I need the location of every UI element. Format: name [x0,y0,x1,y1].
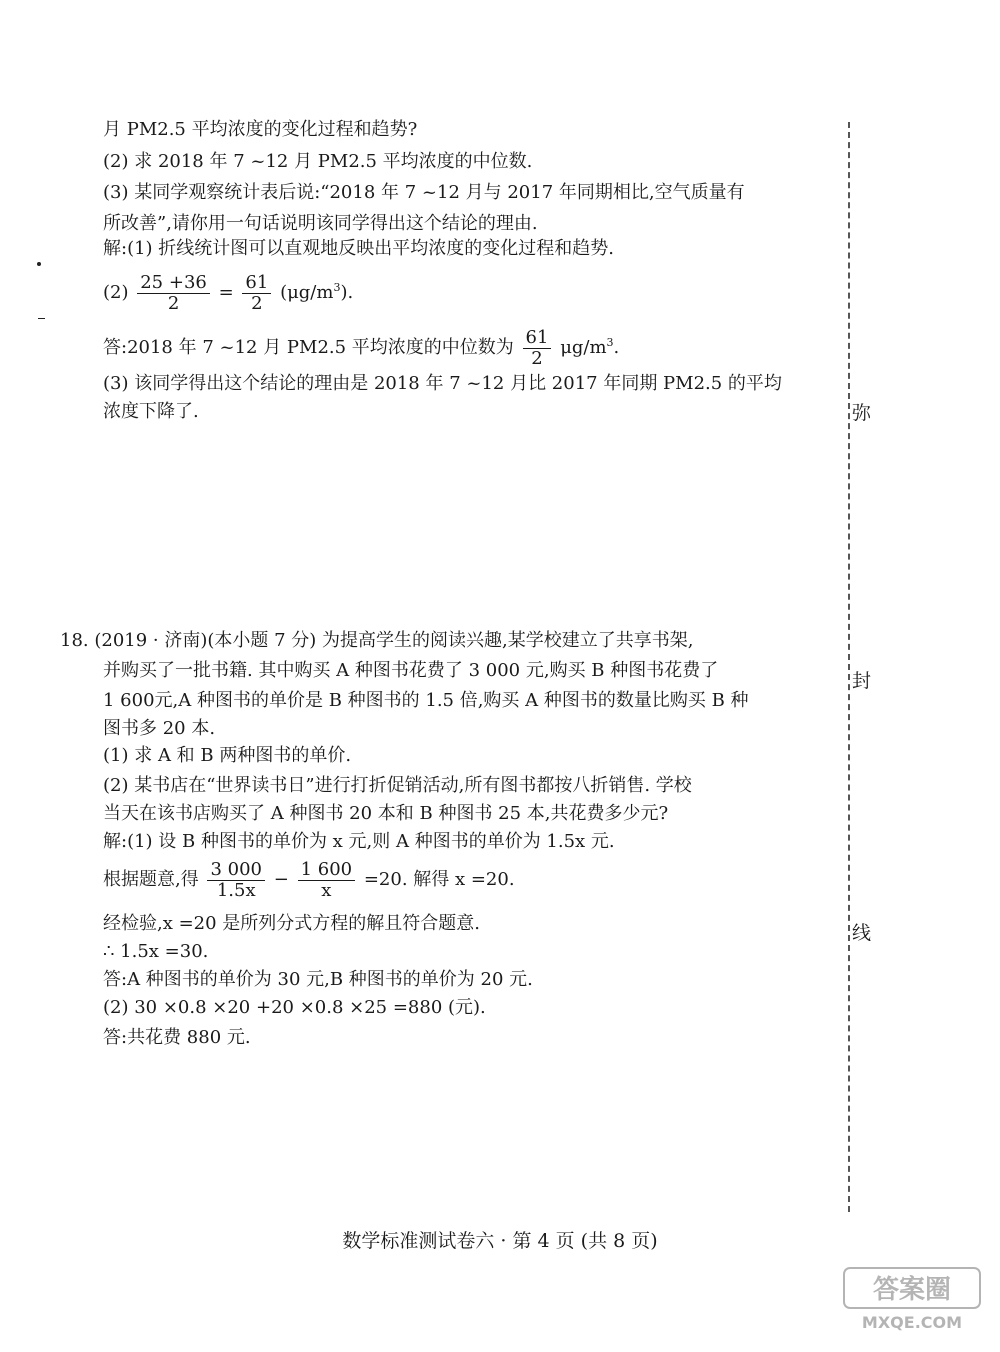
unit-sup: 3 [333,281,341,294]
text-line: 月 PM2.5 平均浓度的变化过程和趋势? [103,119,418,140]
text-line: 并购买了一批书籍. 其中购买 A 种图书花费了 3 000 元,购买 B 种图书花费了 [103,660,719,681]
fraction [137,273,210,314]
numerator: 61 [523,328,552,349]
minus: − [273,869,289,890]
formula-text: 答:2018 年 7 ~12 月 PM2.5 平均浓度的中位数为 [103,337,514,358]
numerator: 3 000 [207,860,265,881]
question-18: 18. (2019 · 济南)(本小题 7 分) 为提高学生的阅读兴趣,某学校建立了共享书架, [60,630,694,651]
binding-char: 弥 [852,402,872,424]
text-line: 所改善”,请你用一句话说明该同学得出这个结论的理由. [103,213,538,234]
formula-line [103,318,619,373]
formula-text: 根据题意,得 [103,869,199,890]
watermark-text: 答案圈 [872,1275,952,1305]
text-line: (2) 某书店在“世界读书日”进行打折促销活动,所有图书都按八折销售. 学校 [103,775,692,796]
fraction [523,328,552,369]
denominator: 2 [531,347,543,369]
scan-mark [38,318,45,319]
binding-line [848,122,850,1212]
denominator: 1.5x [216,879,256,901]
formula-text: . [613,337,620,358]
text-line: 1 600元,A 种图书的单价是 B 种图书的 1.5 倍,购买 A 种图书的数量比购买 B 种 [103,690,749,711]
text-line: (3) 该同学得出这个结论的理由是 2018 年 7 ~12 月比 2017 年同期 PM2.5 的平均 [103,373,782,394]
text-line: 解:(1) 设 B 种图书的单价为 x 元,则 A 种图书的单价为 1.5x 元. [103,831,615,852]
unit: (μg/m [280,282,334,303]
text-line: ∴ 1.5x =30. [103,941,209,962]
text-line: (3) 某同学观察统计表后说:“2018 年 7 ~12 月与 2017 年同期相比,空气质量有 [103,182,745,203]
formula-line [103,263,353,318]
text-line: 解:(1) 折线统计图可以直观地反映出平均浓度的变化过程和趋势. [103,238,615,259]
formula-text: =20. 解得 x =20. [363,869,515,890]
binding-char: 封 [852,670,872,692]
formula-text: ). [340,282,354,303]
numerator: 25 +36 [137,273,210,294]
text-line: 答:A 种图书的单价为 30 元,B 种图书的单价为 20 元. [103,969,533,990]
text-line: (2) 求 2018 年 7 ~12 月 PM2.5 平均浓度的中位数. [103,151,533,172]
unit: μg/m [560,337,607,358]
text-line: 经检验,x =20 是所列分式方程的解且符合题意. [103,913,481,934]
watermark-logo [842,1266,982,1334]
text-line: (1) 求 A 和 B 两种图书的单价. [103,745,352,766]
formula-text: (2) [103,282,129,303]
text-line: 图书多 20 本. [103,718,216,739]
fraction [298,860,356,901]
formula-line [103,855,515,905]
page-footer: 数学标准测试卷六 · 第 4 页 (共 8 页) [342,1230,658,1252]
unit-sup: 3 [606,336,614,349]
scan-mark [37,262,41,266]
numerator: 61 [242,273,271,294]
denominator: x [321,879,332,901]
text-line: 浓度下降了. [103,401,199,422]
fraction [242,273,271,314]
equals: = [218,282,234,303]
binding-char: 线 [852,922,872,944]
text-line: 答:共花费 880 元. [103,1027,251,1048]
numerator: 1 600 [298,860,356,881]
text-line: 当天在该书店购买了 A 种图书 20 本和 B 种图书 25 本,共花费多少元? [103,803,669,824]
denominator: 2 [251,292,263,314]
text-line: (2) 30 ×0.8 ×20 +20 ×0.8 ×25 =880 (元). [103,997,486,1018]
denominator: 2 [167,292,180,314]
fraction [207,860,265,901]
watermark-url: MXQE.COM [861,1313,963,1332]
